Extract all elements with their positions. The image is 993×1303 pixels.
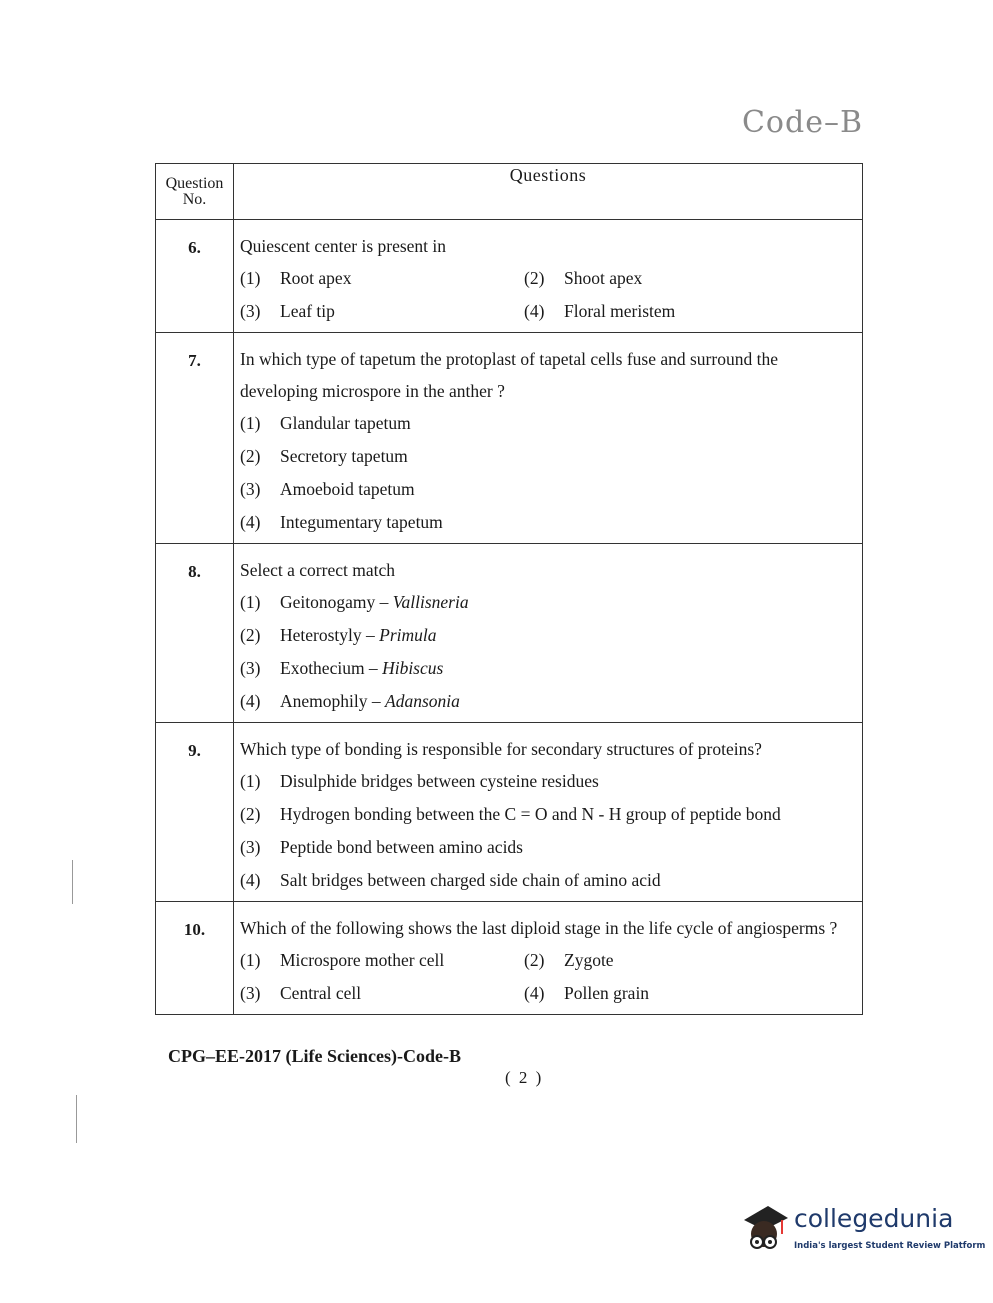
question-text: In which type of tapetum the protoplast of tapetal cells fuse and surround the developing microspore in the anther ? — [240, 349, 778, 401]
question-row — [156, 544, 863, 723]
question-cell — [234, 333, 863, 544]
option-label: (1) — [240, 771, 261, 791]
option — [240, 586, 856, 619]
option-label: (2) — [240, 625, 261, 645]
question-cell — [234, 220, 863, 333]
option — [524, 977, 856, 1010]
scan-mark — [76, 1095, 77, 1143]
option — [240, 619, 856, 652]
option-text: Amoeboid tapetum — [280, 479, 415, 499]
option — [240, 798, 856, 831]
footer-title: CPG–EE-2017 (Life Sciences)-Code-B — [168, 1046, 461, 1066]
code-label: Code–B — [741, 105, 863, 140]
option — [240, 407, 856, 440]
option-label: (3) — [240, 479, 261, 499]
question-cell — [234, 723, 863, 902]
option — [240, 473, 856, 506]
column-header-number: Question No. — [156, 164, 234, 220]
option-text: Peptide bond between amino acids — [280, 837, 523, 857]
option-label: (2) — [524, 950, 545, 970]
question-number: 6. — [156, 220, 234, 333]
option-italic: Primula — [379, 625, 437, 645]
option-text: Zygote — [564, 950, 614, 970]
questions-table — [155, 163, 863, 1015]
question-number: 8. — [156, 544, 234, 723]
option-label: (4) — [240, 512, 261, 532]
option-text: Glandular tapetum — [280, 413, 411, 433]
option-text: Pollen grain — [564, 983, 650, 1003]
option — [240, 977, 524, 1010]
question-row — [156, 220, 863, 333]
question-text: Select a correct match — [240, 560, 395, 580]
option-label: (1) — [240, 592, 261, 612]
option — [240, 831, 856, 864]
question-number: 7. — [156, 333, 234, 544]
option-label: (4) — [240, 691, 261, 711]
option-text — [280, 652, 856, 685]
option — [524, 295, 856, 328]
option-label: (2) — [240, 804, 261, 824]
question-row — [156, 333, 863, 544]
question-row — [156, 902, 863, 1015]
option — [240, 506, 856, 539]
question-row — [156, 723, 863, 902]
option-text: Central cell — [280, 983, 362, 1003]
option-label: (2) — [240, 446, 261, 466]
option-term: Geitonogamy – — [280, 592, 389, 612]
page-number: ( 2 ) — [505, 1068, 544, 1087]
option — [240, 944, 524, 977]
option — [240, 864, 856, 897]
question-cell — [234, 544, 863, 723]
option-text: Salt bridges between charged side chain of amino acid — [280, 870, 661, 890]
option — [240, 440, 856, 473]
brand-tagline: India's largest Student Review Platform — [794, 1241, 986, 1251]
option-text: Leaf tip — [280, 301, 335, 321]
question-text: Quiescent center is present in — [240, 236, 447, 256]
option-label: (3) — [240, 837, 261, 857]
option-term: Exothecium – — [280, 658, 378, 678]
option-label: (3) — [240, 658, 261, 678]
question-number: 10. — [156, 902, 234, 1015]
option — [524, 262, 856, 295]
option-label: (2) — [524, 268, 545, 288]
brand-logo — [738, 1196, 986, 1266]
option — [240, 652, 856, 685]
option — [240, 262, 524, 295]
option-label: (1) — [240, 268, 261, 288]
option-italic: Hibiscus — [382, 658, 444, 678]
option-text: Hydrogen bonding between the C = O and N - H group of peptide bond — [280, 804, 781, 824]
option-text: Floral meristem — [564, 301, 676, 321]
option-label: (4) — [524, 301, 545, 321]
option-label: (4) — [524, 983, 545, 1003]
column-header-questions: Questions — [234, 164, 863, 220]
mascot-icon — [738, 1198, 790, 1258]
option-italic: Vallisneria — [392, 592, 469, 612]
brand-name: collegedunia — [794, 1204, 954, 1233]
question-text: Which of the following shows the last diploid stage in the life cycle of angiosperms ? — [240, 918, 838, 938]
option-label: (3) — [240, 301, 261, 321]
option — [240, 685, 856, 718]
option-text — [280, 685, 856, 718]
option-label: (1) — [240, 950, 261, 970]
option-text — [280, 619, 856, 652]
option-label: (4) — [240, 870, 261, 890]
option-text: Integumentary tapetum — [280, 512, 443, 532]
question-cell — [234, 902, 863, 1015]
option-text: Shoot apex — [564, 268, 643, 288]
scan-mark — [72, 860, 73, 904]
option-text: Root apex — [280, 268, 352, 288]
option-text: Microspore mother cell — [280, 950, 445, 970]
option-text — [280, 586, 856, 619]
question-text: Which type of bonding is responsible for secondary structures of proteins? — [240, 739, 762, 759]
option-term: Anemophily – — [280, 691, 381, 711]
option-label: (3) — [240, 983, 261, 1003]
option-italic: Adansonia — [385, 691, 460, 711]
option-text: Disulphide bridges between cysteine residues — [280, 771, 599, 791]
option — [524, 944, 856, 977]
option-text: Secretory tapetum — [280, 446, 408, 466]
question-number: 9. — [156, 723, 234, 902]
option-label: (1) — [240, 413, 261, 433]
option — [240, 295, 524, 328]
option-term: Heterostyly – — [280, 625, 375, 645]
option — [240, 765, 856, 798]
